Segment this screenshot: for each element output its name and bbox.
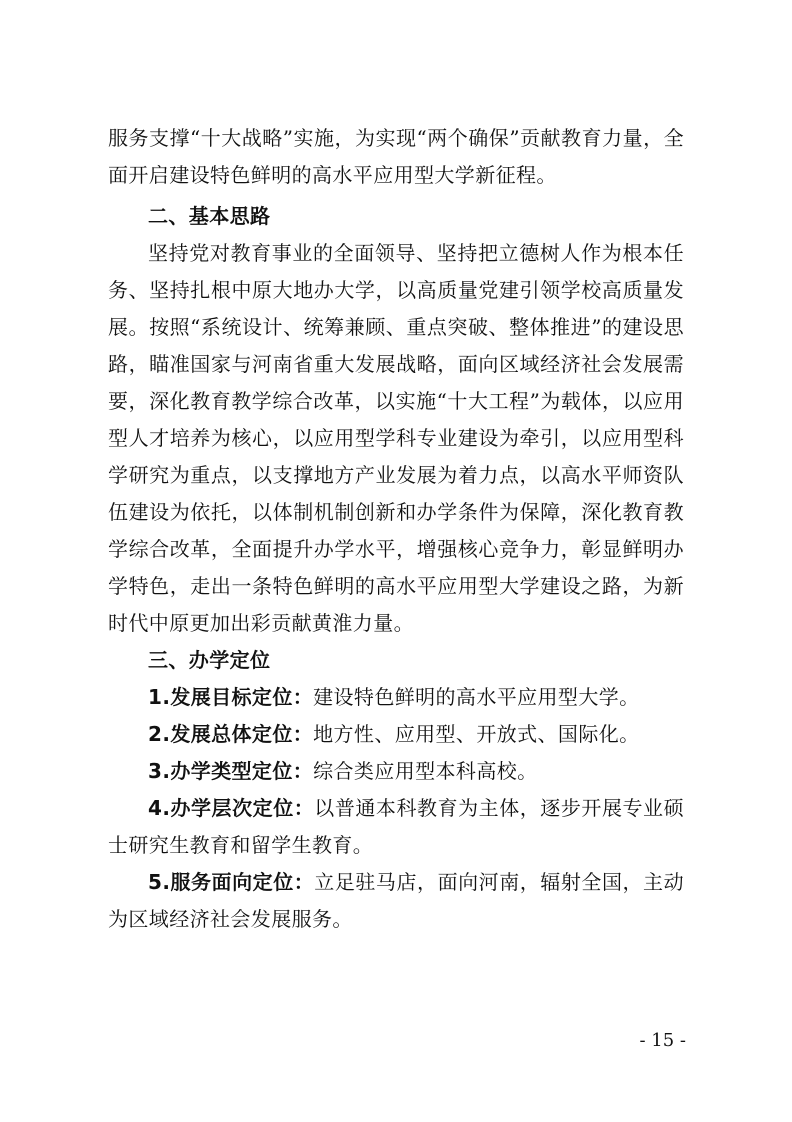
positioning-item-term: 5.服务面向定位： [148,870,315,894]
positioning-item-term: 2.发展总体定位： [148,722,314,746]
positioning-item-text: 综合类应用型本科高校。 [313,759,538,783]
positioning-item-4 [108,790,684,864]
main-block [108,198,684,938]
positioning-item-3 [108,753,684,790]
positioning-item-term: 4.办学层次定位： [148,796,315,820]
section-heading-positioning: 三、办学定位 [148,648,271,672]
positioning-item-2 [108,716,684,753]
positioning-item-text: 立足驻马店，面向河南，辐射全国，主动为区域经济社会发展服务。 [108,870,684,931]
positioning-item-5 [108,864,684,938]
opening-block [108,120,684,194]
positioning-item-term: 3.办学类型定位： [148,759,314,783]
page-number: - 15 - [639,1030,686,1051]
positioning-item-term: 1.发展目标定位： [148,685,314,709]
positioning-item-text: 地方性、应用型、开放式、国际化。 [313,722,640,746]
opening-paragraph: 服务支撑“十大战略”实施，为实现“两个确保”贡献教育力量，全面开启建设特色鲜明的高水平应用型大学新征程。 [108,126,684,187]
basic-approach-paragraph: 坚持党对教育事业的全面领导、坚持把立德树人作为根本任务、坚持扎根中原大地办大学，以高质量党建引领学校高质量发展。按照“系统设计、统筹兼顾、重点突破、整体推进”的建设思路，瞄准国家与河南省重大发展战略，面向区域经济社会发展需要，深化教育教学综合改革，以实施“十大工程”为载体，以应用型人才培养为核心，以应用型学科专业建设为牵引，以应用型科学研究为重点，以支撑地方产业发展为着力点，以高水平师资队伍建设为依托，以体制机制创新和办学条件为保障，深化教育教学综合改革，全面提升办学水平，增强核心竞争力，彰显鲜明办学特色，走出一条特色鲜明的高水平应用型大学建设之路，为新时代中原更加出彩贡献黄淮力量。 [108,241,684,635]
section-heading-basic-approach: 二、基本思路 [148,204,271,228]
positioning-item-1 [108,679,684,716]
positioning-item-text: 以普通本科教育为主体，逐步开展专业硕士研究生教育和留学生教育。 [108,796,684,857]
positioning-item-text: 建设特色鲜明的高水平应用型大学。 [313,685,640,709]
